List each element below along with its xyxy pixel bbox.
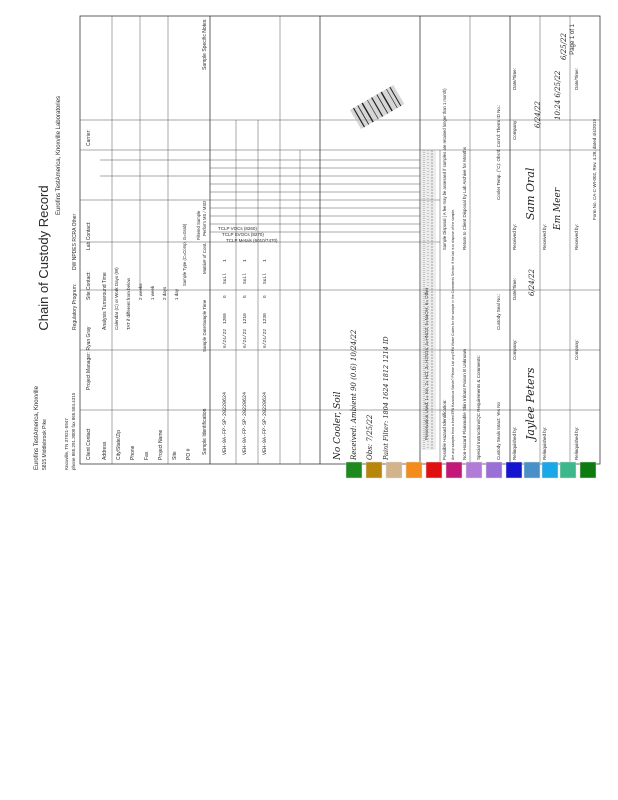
row-3-matrix: Soil — [263, 273, 268, 284]
row-2-matrix: Soil — [243, 273, 248, 284]
received-label-1: Received by: — [512, 223, 517, 250]
regulatory-program: Regulatory Program: — [72, 283, 78, 330]
lab-city: Knoxville, TN 37921-5947 — [64, 418, 69, 470]
row-3-date: 6/24/22 — [263, 329, 268, 348]
row-1-date: 6/24/22 — [223, 329, 228, 348]
color-swatch-1 — [346, 462, 362, 478]
company-ref: Eurofins TestAmerica, Knoxville Laboratories — [56, 96, 62, 215]
color-swatch-13 — [580, 462, 596, 478]
project-manager-label: Project Manager: Ryan Gray — [86, 326, 92, 390]
row-2-time: 1210 — [243, 313, 248, 324]
handwritten-notes — [333, 329, 390, 461]
col-matrix: Matrix — [202, 261, 207, 274]
tat-required: TAT if different from below — [126, 278, 131, 330]
disposal-options: Return to Client Disposal by Lab Archive for Months — [462, 146, 467, 250]
custody-seal-no: Custody Seal No.: — [496, 293, 501, 330]
sample-rows — [222, 259, 268, 455]
row-1-id: VEH-9A-FP-SP-20220624 — [222, 391, 228, 455]
second-date: 10:24 6/25/22 — [554, 70, 562, 120]
regulatory-options: DW NPDES RCRA Other — [72, 213, 78, 270]
row-2-count: 1 — [243, 259, 248, 262]
tat-label: Analysis Turnaround Time — [102, 272, 108, 330]
datetime-label-1: Date/Time: — [512, 278, 517, 300]
table-row — [262, 259, 268, 455]
handwritten-note-1: No Cooler, Soil — [333, 391, 343, 460]
color-swatch-8 — [486, 462, 502, 478]
relinquished-label-1: Relinquished by: — [512, 426, 517, 460]
row-2-id: VEH-9A-FP-SP-20220624 — [242, 391, 248, 455]
sample-table-headers — [182, 18, 208, 455]
handwritten-note-4: Paint Filter: 1804 1624 1812 1214 ID — [382, 336, 390, 460]
row-3-type: G — [263, 295, 268, 298]
handwritten-note-3: Obs: 7/25/22 — [366, 414, 374, 460]
barcode-stamp — [350, 85, 404, 129]
color-swatch-11 — [542, 462, 558, 478]
fax-label: Fax — [144, 451, 150, 460]
city-label: City/State/Zip — [116, 429, 122, 460]
tat-2-weeks: 2 weeks — [138, 283, 143, 300]
company-label-1: Company: — [512, 339, 517, 360]
relinquished-date: 6/24/22 — [528, 269, 536, 296]
row-1-matrix: Soil — [223, 273, 228, 284]
special-instructions: Special Instructions/QC Requirements & Comments: — [476, 355, 481, 460]
form-footer: Form No. CA-C-WI-002, Rev. 4.28, dated 4/4/2019 — [592, 119, 597, 220]
hazard-options: Non-Hazard Flammable Skin Irritant Poison B Unknown — [462, 348, 467, 460]
client-contact-label: Client Contact — [86, 428, 92, 460]
row-2-date: 6/24/22 — [243, 329, 248, 348]
analysis-label-3: TCLP Metals (6010/7470) — [226, 238, 278, 243]
custody-seals: Custody Seals Intact: Yes No — [496, 401, 501, 460]
row-1-type: G — [223, 295, 228, 298]
col-filtered: Filtered Sample — [196, 210, 201, 240]
datetime-label-2: Date/Time: — [512, 68, 517, 90]
row-3-count: 1 — [263, 259, 268, 262]
color-swatch-5 — [426, 462, 442, 478]
preservation-text: Preservation Used: 1= Ice, 2= HCl; 3= H2SO4; 4=HNO3; 5=NaOH; 6= Other — [424, 287, 429, 440]
relinquished-label-3: Relinquished by: — [574, 426, 579, 460]
lab-name: Eurofins TestAmerica, Knoxville — [34, 386, 40, 470]
lab-address: 5815 Middlebrook Pike — [42, 419, 48, 470]
received-signature: Sam Oral — [524, 167, 537, 220]
company-label-3: Company: — [574, 339, 579, 360]
col-containers: # of Cont. — [202, 242, 207, 262]
client-info — [86, 129, 192, 460]
handwritten-note-2: Received: Ambient 90 (0.6) 10/24/22 — [350, 329, 358, 460]
color-swatch-2 — [366, 462, 382, 478]
color-swatch-6 — [446, 462, 462, 478]
site-label: Site — [172, 451, 178, 460]
signature-block — [512, 32, 579, 460]
company-label-2: Company: — [512, 119, 517, 140]
po-label: PO # — [186, 448, 192, 460]
disposal-label: Sample Disposal ( A fee may be assessed if samples are retained longer than 1 month) — [442, 88, 447, 250]
color-swatch-3 — [386, 462, 402, 478]
tat-1-week: 1 week — [150, 285, 155, 300]
hazard-text: Are any samples from a listed EPA Hazardous Waste? Please List any EPA Waste Codes for the sample in the Comments Section if the lab is to dispose of the sample. — [451, 208, 455, 460]
relinquished-label-2: Relinquished by: — [542, 426, 547, 460]
second-received-signature: Em Meer — [553, 187, 563, 230]
tat-calendar: Calendar (C) or Work Days (W) — [114, 267, 119, 330]
analysis-label-1: TCLP VOCs (8260) — [218, 226, 257, 231]
table-row — [222, 259, 228, 455]
received-label-2: Received by: — [542, 223, 547, 250]
form-title: Chain of Custody Record — [36, 185, 51, 331]
project-name-label: Project Name — [158, 429, 164, 460]
analysis-label-2: TCLP SVOCs (8270) — [222, 232, 264, 237]
col-ms-msd: Perform MS / MSD — [202, 200, 207, 236]
received-date: 6/24/22 — [534, 101, 542, 128]
color-swatch-7 — [466, 462, 482, 478]
carrier-label: Carrier: — [86, 129, 92, 146]
row-1-time: 1200 — [223, 313, 228, 324]
row-2-type: G — [243, 295, 248, 298]
color-swatch-10 — [524, 462, 540, 478]
col-sample-type: Sample Type (C=Comp, G=Grab) — [182, 223, 187, 286]
color-swatch-9 — [506, 462, 522, 478]
site-contact-label: Site Contact: — [86, 271, 92, 300]
lab-contact-label: Lab Contact: — [86, 221, 92, 250]
hazard-label: Possible Hazard Identification: — [442, 399, 447, 460]
page-label: Page 1 of 1 — [570, 24, 576, 55]
second-received-date: 6/25/22 — [560, 33, 568, 60]
address-label: Address — [102, 441, 108, 460]
phone-label: Phone — [130, 445, 136, 460]
lab-phone: phone 865.291.3000 fax 865.584.4315 — [71, 392, 76, 470]
datetime-label-3: Date/Time: — [574, 68, 579, 90]
color-swatch-12 — [560, 462, 576, 478]
tat-2-days: 2 days — [162, 286, 167, 300]
analysis-headers — [218, 226, 278, 243]
lab-contact-block — [64, 392, 76, 470]
col-specific-notes: Sample Specific Notes: — [202, 18, 208, 70]
row-3-time: 1230 — [263, 313, 268, 324]
col-sample-date: Sample Date — [202, 325, 207, 352]
lab-header — [34, 385, 48, 470]
color-swatch-4 — [406, 462, 422, 478]
tat-1-day: 1 day — [174, 288, 179, 300]
col-sample-time: Sample Time — [202, 299, 207, 326]
table-row — [242, 259, 248, 455]
col-sample-id: Sample Identification — [202, 408, 208, 455]
row-1-count: 1 — [223, 259, 228, 262]
row-3-id: VEH-9A-FP-SP-20220624 — [262, 391, 268, 455]
received-label-3: Received by: — [574, 223, 579, 250]
cooler-temp: Cooler Temp. (°C): Obs'd: Corr'd: Therm ID No.: — [496, 104, 501, 200]
relinquished-signature: Jaylee Peters — [524, 367, 537, 440]
